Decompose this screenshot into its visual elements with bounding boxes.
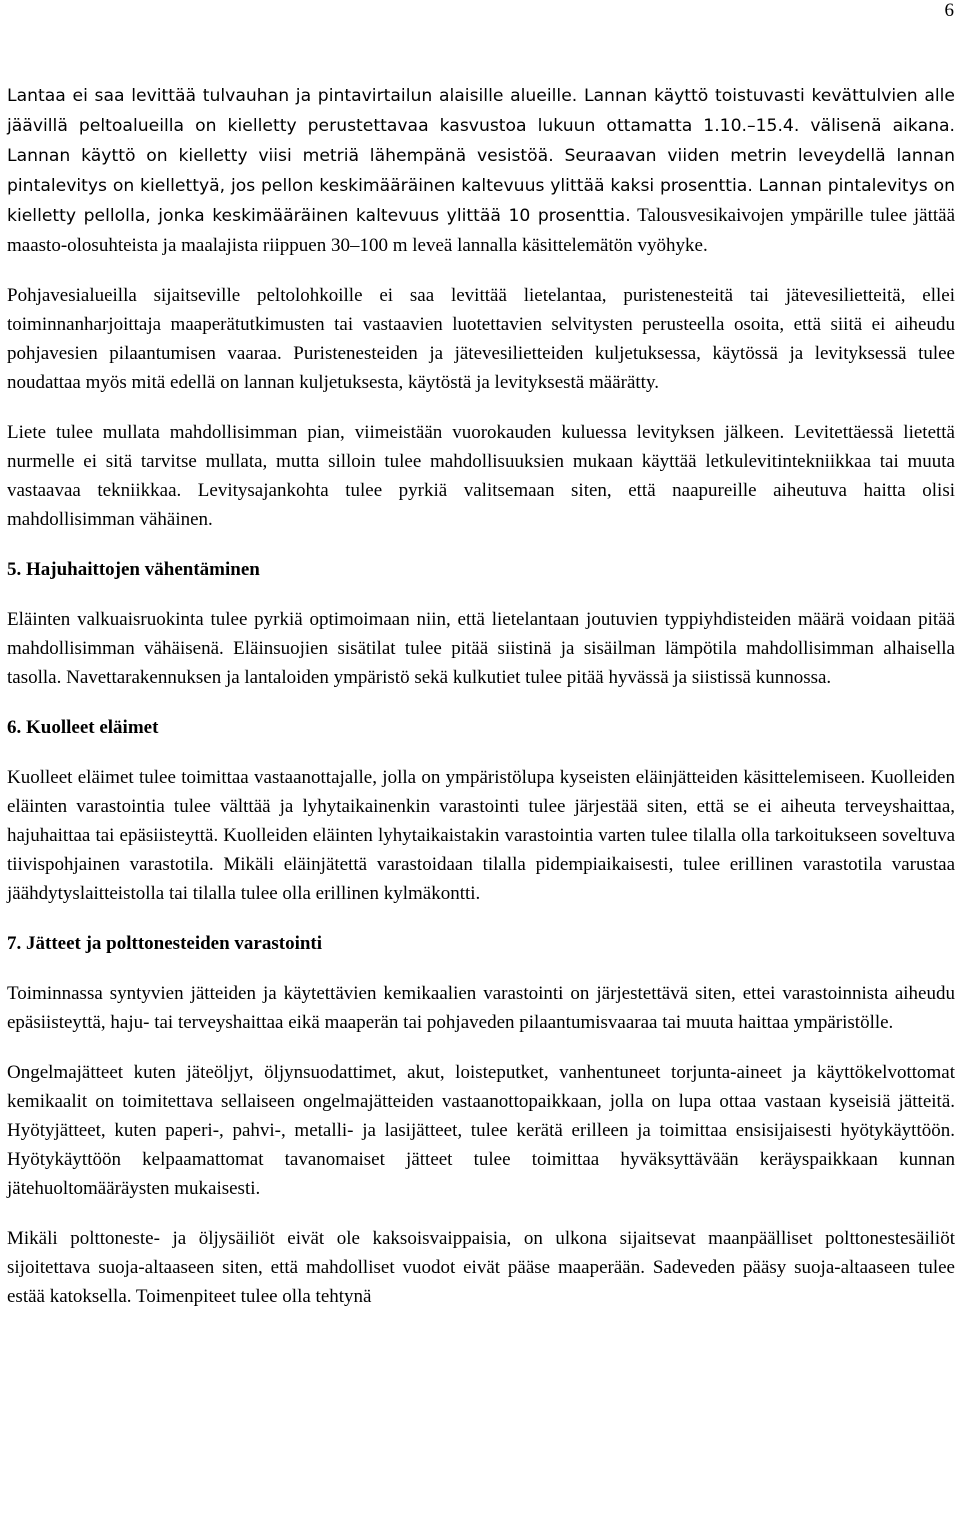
page-number: 6 (944, 0, 954, 21)
heading-dead-animals: 6. Kuolleet eläimet (7, 717, 159, 738)
paragraph-groundwater-areas: Pohjavesialueilla sijaitseville peltolohkoille ei saa levittää lietelantaa, puristenesteitä tai jätevesilietteitä, ellei toiminnanharjoittaja maaperätutkimusten tai vastaavien luotettavien selvitysten perusteella osoita, että siitä ei aiheudu pohjavesien pilaantumisen vaaraa. Puristenesteiden ja jätevesilietteiden kuljetuksessa, käytössä ja levityksessä tulee noudattaa myös mitä edellä on lannan kuljetuksesta, käytöstä ja levityksestä määrätty. (7, 285, 955, 393)
paragraph-manure-spreading-part1: Lantaa ei saa levittää tulvauhan ja pintavirtailun alaisille alueille. Lannan käyttö toistuvasti kevättulvien alle jäävillä peltoalueilla on kielletty perustettavaa kasvustoa lukuun ottamatta 1.10.–15.4. välisenä aikana. Lannan käyttö on kielletty viisi metriä lähempänä vesistöä. Seuraavan viiden metrin leveydellä lannan pintalevitys on kiellettyä, jos pellon keskimääräinen kaltevuus ylittää kaksi prosenttia. Lannan pintalevitys on kielletty pellolla, jonka keskimääräinen kaltevuus ylittää 10 prosenttia. (7, 86, 955, 226)
paragraph-waste-storage: Toiminnassa syntyvien jätteiden ja käytettävien kemikaalien varastointi on järjestettävä siten, ettei varastoinnista aiheudu epäsiisteyttä, haju- tai terveyshaittaa eikä maaperän tai pohjaveden pilaantumisvaaraa tai muuta haittaa ympäristölle. (7, 983, 955, 1033)
document-body (7, 81, 955, 1332)
paragraph-manure-spreading (7, 81, 955, 260)
paragraph-fuel-tanks: Mikäli polttoneste- ja öljysäiliöt eivät ole kaksoisvaippaisia, on ulkona sijaitsevat maanpäälliset polttonestesäiliöt sijoitettava suoja-altaaseen siten, että mahdolliset vuodot eivät pääse maaperään. Sadeveden pääsy suoja-altaaseen tulee estää katoksella. Toimenpiteet tulee olla tehtynä (7, 1228, 955, 1307)
paragraph-slurry-incorporation: Liete tulee mullata mahdollisimman pian, viimeistään vuorokauden kuluessa levityksen jälkeen. Levitettäessä lietettä nurmelle ei sitä tarvitse mullata, mutta silloin tulee mahdollisuuksien mukaan käyttää letkulevitintekniikkaa tai muuta vastaavaa tekniikkaa. Levitysajankohta tulee pyrkiä valitsemaan siten, että naapureille aiheutuva haitta olisi mahdollisimman vähäinen. (7, 422, 955, 530)
paragraph-dead-animals: Kuolleet eläimet tulee toimittaa vastaanottajalle, jolla on ympäristölupa kyseisten eläinjätteiden käsittelemiseen. Kuolleiden eläinten varastointia tulee välttää ja lyhytaikainenkin varastointi tulee järjestää siten, että se ei aiheuta terveyshaittaa, hajuhaittaa tai epäsiisteyttä. Kuolleiden eläinten lyhytaikaistakin varastointia varten tulee tilalla olla tarkoitukseen soveltuva tiivispohjainen varastotila. Mikäli eläinjätettä varastoidaan tilalla pidempiaikaisesti, tulee erillinen varastotila varustaa jäähdytyslaitteistolla tai tilalla tulee olla erillinen kylmäkontti. (7, 767, 955, 904)
paragraph-hazardous-waste: Ongelmajätteet kuten jäteöljyt, öljynsuodattimet, akut, loisteputket, vanhentuneet torjunta-aineet ja käyttökelvottomat kemikaalit on toimitettava sellaiseen ongelmajätteiden vastaanottopaikkaan, jolla on lupa ottaa vastaan kyseisiä jätteitä. Hyötyjätteet, kuten paperi-, pahvi-, metalli- ja lasijätteet, tulee kerätä erilleen ja toimittaa ensisijaisesti hyötykäyttöön. Hyötykäyttöön kelpaamattomat tavanomaiset jätteet tulee toimittaa hyväksyttävään keräyspaikkaan kunnan jätehuoltomääräysten mukaisesti. (7, 1062, 955, 1199)
paragraph-odour-reduction: Eläinten valkuaisruokinta tulee pyrkiä optimoimaan niin, että lietelantaan joutuvien typpiyhdisteiden määrä voidaan pitää mahdollisimman vähäisenä. Eläinsuojien sisätilat tulee pitää siistinä ja sisäilman lämpötila mahdollisimman alhaisella tasolla. Navettarakennuksen ja lantaloiden ympäristö sekä kulkutiet tulee pitää hyvässä ja siistissä kunnossa. (7, 609, 955, 688)
heading-waste-fuel-storage: 7. Jätteet ja polttonesteiden varastointi (7, 933, 323, 954)
paragraph-manure-spreading-part2: Talousvesikaivojen ympärille tulee jättää maasto-olosuhteista ja maalajista riippuen 30–100 m leveä lannalla käsittelemätön vyöhyke. (7, 205, 955, 256)
heading-odour-reduction: 5. Hajuhaittojen vähentäminen (7, 559, 260, 580)
